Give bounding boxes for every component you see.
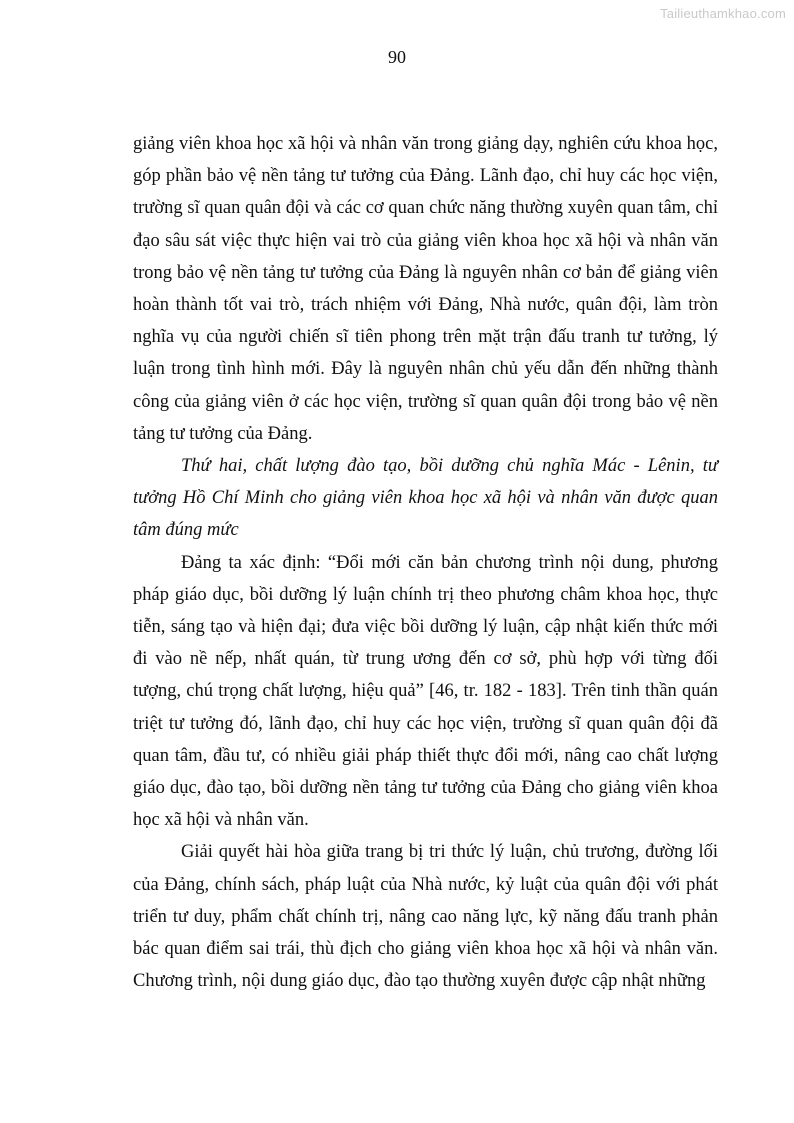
paragraph: Giải quyết hài hòa giữa trang bị tri thức lý luận, chủ trương, đường lối của Đảng, chính sách, pháp luật của Nhà nước, kỷ luật của quân đội với phát triển tư duy, phẩm chất chính trị, nâng cao năng lực, kỹ năng đấu tranh phản bác quan điểm sai trái, thù địch cho giảng viên khoa học xã hội và nhân văn. Chương trình, nội dung giáo dục, đào tạo thường xuyên được cập nhật những: [133, 842, 718, 992]
watermark: Tailieuthamkhao.com: [660, 6, 786, 21]
section-heading-italic: Thứ hai, chất lượng đào tạo, bồi dưỡng chủ nghĩa Mác - Lênin, tư tưởng Hồ Chí Minh cho giảng viên khoa học xã hội và nhân văn được quan tâm đúng mức: [133, 456, 718, 541]
paragraph: Đảng ta xác định: “Đổi mới căn bản chương trình nội dung, phương pháp giáo dục, bồi dưỡng lý luận chính trị theo phương châm khoa học, thực tiễn, sáng tạo và hiện đại; đưa việc bồi dưỡng lý luận, cập nhật kiến thức mới đi vào nề nếp, nhất quán, từ trung ương đến cơ sở, phù hợp với từng đối tượng, chú trọng chất lượng, hiệu quả” [46, tr. 182 - 183]. Trên tinh thần quán triệt tư tưởng đó, lãnh đạo, chỉ huy các học viện, trường sĩ quan quân đội đã quan tâm, đầu tư, có nhiều giải pháp thiết thực đổi mới, nâng cao chất lượng giáo dục, đào tạo, bồi dưỡng nền tảng tư tưởng của Đảng cho giảng viên khoa học xã hội và nhân văn.: [133, 552, 718, 831]
document-body: [133, 128, 718, 997]
page-number: 90: [388, 47, 406, 67]
paragraph-continued: giảng viên khoa học xã hội và nhân văn trong giảng dạy, nghiên cứu khoa học, góp phần bảo vệ nền tảng tư tưởng của Đảng. Lãnh đạo, chỉ huy các học viện, trường sĩ quan quân đội và các cơ quan chức năng thường xuyên quan tâm, chỉ đạo sâu sát việc thực hiện vai trò của giảng viên khoa học xã hội và nhân văn trong bảo vệ nền tảng tư tưởng của Đảng là nguyên nhân cơ bản để giảng viên hoàn thành tốt vai trò, trách nhiệm với Đảng, Nhà nước, quân đội, làm tròn nghĩa vụ của người chiến sĩ tiên phong trên mặt trận đấu tranh tư tưởng, lý luận trong tình hình mới. Đây là nguyên nhân chủ yếu dẫn đến những thành công của giảng viên ở các học viện, trường sĩ quan quân đội trong bảo vệ nền tảng tư tưởng của Đảng.: [133, 134, 718, 444]
